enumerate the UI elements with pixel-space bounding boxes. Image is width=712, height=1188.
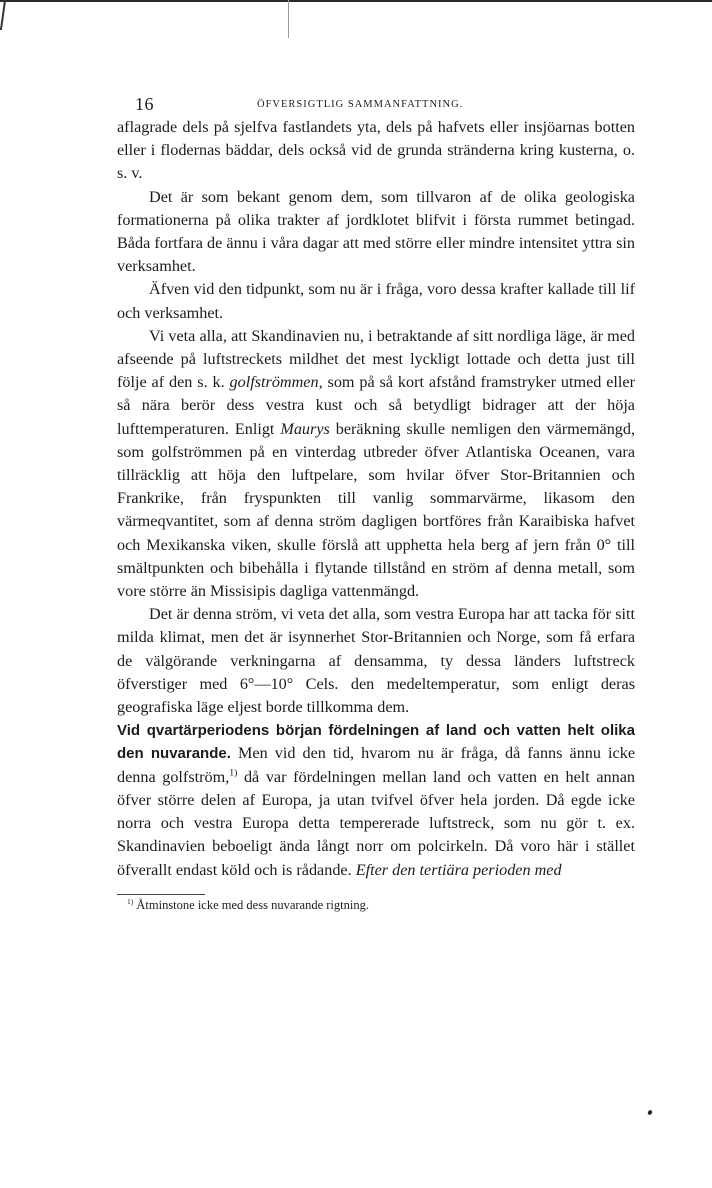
footnote-text: Åtminstone icke med dess nuvarande rigtning.	[136, 897, 369, 912]
section-sidehead: Vid qvartärperiodens början fördelningen af land och vatten helt olika den nuvarande.	[117, 722, 635, 763]
paragraph: Det är denna ström, vi veta det alla, som vestra Europa har att tacka för sitt milda klimat, men det är isynnerhet Stor-Britannien och Norge, som få erfara de välgörande verkningarna af densamma, ty dessa länders luftstreck öfverstiger med 6°—10° Cels. den medeltemperatur, som enligt deras geografiska läge eljest borde tillkomma dem.	[117, 605, 635, 717]
page-number: 16	[135, 94, 154, 114]
paragraph-text: då var fördelningen mellan land och vatten en helt annan öfver större delen af Europa, ja utan tvifvel öfver hela jorden. Då egde icke norra och vestra Europa detta tempererade luftstreck, som nu gör t. ex. Skandinavien beboeligt ända långt norr om polcirkeln. Då voro här i stället öfverallt endast köld och is rådande.	[117, 767, 635, 879]
footnote-marker: 1)	[127, 896, 134, 906]
running-title: ÖFVERSIGTLIG SAMMANFATTNING.	[257, 99, 464, 110]
scan-corner-mark	[0, 0, 9, 30]
book-page	[117, 86, 635, 915]
paragraph-continuation: aflagrade dels på sjelfva fastlandets yta, dels på hafvets eller insjöarnas botten eller i flodernas bäddar, dels också vid de grunda stränderna kring kusterna, o. s. v.	[117, 118, 635, 183]
paragraph-text: Men vid den tid, hvarom nu är fråga, då fanns ännu icke denna golfström,	[117, 744, 636, 786]
paragraph-text: som på så kort afstånd framstryker utmed eller så nära berör dess vestra kust och så betydligt bidrager att der höja lufttemperaturen. Enligt	[117, 373, 636, 438]
paragraph-text: Vi veta alla, att Skandinavien nu, i betraktande af sitt nordliga läge, är med afseende på luftstreckets mildhet det mest lyckligt lottade och detta just till följe af den s. k.	[117, 326, 635, 392]
scan-fold-line	[288, 0, 289, 38]
footnote-reference: 1)	[229, 767, 238, 779]
running-head	[117, 86, 635, 116]
body-text	[117, 116, 635, 882]
scan-speck	[647, 1109, 653, 1115]
paragraph: Äfven vid den tidpunkt, som nu är i fråga, voro dessa krafter kallade till lif och verksamhet.	[117, 280, 635, 322]
paragraph-text: beräkning skulle nemligen den värmemängd, som golfströmmen på en vinterdag utbreder öfver Atlantiska Oceanen, vara tillräcklig att höja den luftpelare, som hvilar öfver Stor-Britannien och Frankrike, från fryspunkten till vanlig sommarvärme, likasom den värmeqvantitet, som af denna ström dagligen bortföres från Karaibiska hafvet och Mexikanska viken, skulle förslå att upphetta hela berg af jern från 0° till smältpunkten och bibehålla i flytande tillstånd en ström af denna metall, som vore större än Missisipis dagliga vattenmängd.	[117, 419, 636, 601]
paragraph-gulf-stream	[117, 325, 635, 603]
footnote	[117, 895, 635, 915]
paragraph: Det är som bekant genom dem, som tillvaron af de olika geologiska formationerna på olika trakter af jordklotet blifvit i första rummet betingad. Båda fortfara de ännu i våra dagar att med större eller mindre intensitet yttra sin verksamhet.	[117, 187, 635, 276]
italic-phrase: Efter den tertiära perioden med	[355, 860, 562, 879]
italic-term: golfströmmen,	[229, 373, 323, 392]
scan-top-edge	[0, 0, 712, 2]
section-paragraph	[117, 719, 635, 881]
italic-name: Maurys	[280, 419, 330, 438]
